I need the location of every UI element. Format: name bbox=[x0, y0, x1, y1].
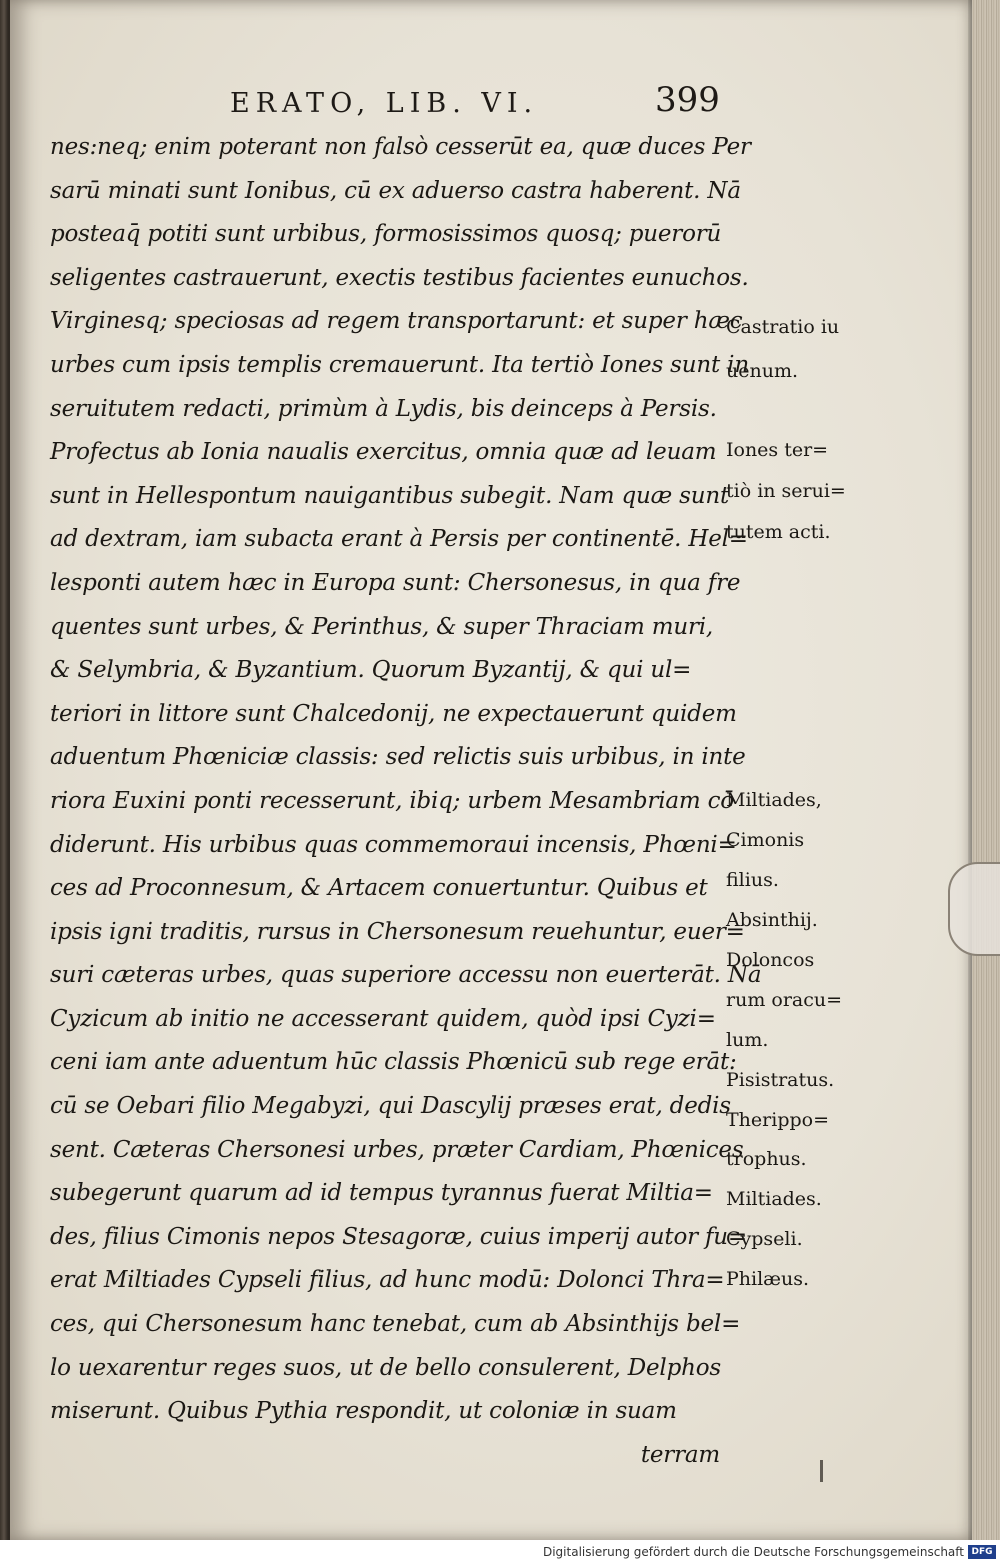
margin-note: lum. bbox=[726, 1029, 769, 1051]
text-line: urbes cum ipsis templis cremauerunt. Ita tertiò Iones sunt in bbox=[50, 351, 749, 378]
text-line: cū se Oebari filio Megabyzi, qui Dascylij præses erat, dedis bbox=[50, 1093, 731, 1120]
text-line: ces, qui Chersonesum hanc tenebat, cum ab Absinthijs bel= bbox=[50, 1311, 741, 1338]
digitization-credit: Digitalisierung gefördert durch die Deutsche Forschungsgemeinschaft bbox=[542, 1545, 964, 1559]
margin-note: Cimonis bbox=[726, 829, 805, 851]
margin-note: tiò in serui= bbox=[726, 480, 846, 502]
margin-note: Miltiades, bbox=[726, 789, 822, 811]
margin-note: Absinthij. bbox=[726, 909, 818, 931]
text-line: diderunt. His urbibus quas commemoraui incensis, Phœni= bbox=[50, 831, 737, 858]
text-line: lesponti autem hæc in Europa sunt: Chersonesus, in qua fre bbox=[50, 569, 741, 596]
text-line: Virginesq; speciosas ad regem transportarunt: et super hæc bbox=[50, 308, 743, 335]
text-line: posteaq̄ potiti sunt urbibus, formosissimos quosq; puerorū bbox=[50, 221, 722, 248]
text-line: teriori in littore sunt Chalcedonij, ne expectauerunt quidem bbox=[50, 700, 737, 727]
text-line: miserunt. Quibus Pythia respondit, ut coloniæ in suam bbox=[50, 1398, 677, 1425]
margin-note: Pisistratus. bbox=[726, 1069, 835, 1091]
text-line: ces ad Proconnesum, & Artacem conuertuntur. Quibus et bbox=[50, 875, 708, 902]
text-line: erat Miltiades Cypseli filius, ad hunc modū: Dolonci Thra= bbox=[50, 1267, 725, 1294]
ink-mark bbox=[820, 1460, 823, 1482]
catchword: terram bbox=[640, 1441, 720, 1468]
text-line: nes:neq; enim poterant non falsò cesserūt ea, quæ duces Per bbox=[50, 134, 751, 160]
margin-note: filius. bbox=[726, 869, 779, 891]
margin-note: tutem acti. bbox=[726, 521, 831, 543]
text-line: lo uexarentur reges suos, ut de bello consulerent, Delphos bbox=[50, 1354, 721, 1381]
margin-note: Iones ter= bbox=[726, 439, 829, 461]
text-line: & Selymbria, & Byzantium. Quorum Byzantij, & qui ul= bbox=[50, 657, 692, 684]
text-line: ceni iam ante aduentum hūc classis Phœnicū sub rege erāt: bbox=[50, 1049, 737, 1076]
margin-note: Castratio iu bbox=[726, 316, 840, 338]
text-line: sunt in Hellespontum nauigantibus subegit. Nam quæ sunt bbox=[50, 482, 730, 509]
text-line: subegerunt quarum ad id tempus tyrannus fuerat Miltia= bbox=[50, 1180, 713, 1207]
text-line: ad dextram, iam subacta erant à Persis per continentē. Hel= bbox=[50, 526, 748, 553]
text-line: sarū minati sunt Ionibus, cū ex aduerso castra haberent. Nā bbox=[50, 177, 741, 204]
margin-note: trophus. bbox=[726, 1148, 807, 1170]
margin-note: Miltiades. bbox=[726, 1188, 822, 1210]
margin-note: Cypseli. bbox=[726, 1228, 803, 1250]
text-line: Profectus ab Ionia naualis exercitus, omnia quæ ad leuam bbox=[50, 439, 717, 466]
text-line: Cyzicum ab initio ne accesserant quidem, quòd ipsi Cyzi= bbox=[50, 1005, 716, 1032]
margin-note: Philæus. bbox=[726, 1268, 810, 1290]
text-line: riora Euxini ponti recesserunt, ibiq; urbem Mesambriam cō bbox=[50, 787, 734, 814]
margin-note: Doloncos bbox=[726, 949, 815, 971]
text-line: des, filius Cimonis nepos Stesagoræ, cuius imperij autor fu= bbox=[50, 1223, 747, 1250]
page-fore-edge bbox=[972, 0, 1000, 1540]
text-line: seruitutem redacti, primùm à Lydis, bis deinceps à Persis. bbox=[50, 395, 717, 422]
page-number: 399 bbox=[655, 80, 720, 120]
page-clip-marker bbox=[948, 862, 1000, 956]
text-line: aduentum Phœniciæ classis: sed relictis suis urbibus, in inte bbox=[50, 744, 746, 771]
margin-note: Therippo= bbox=[726, 1109, 829, 1131]
text-line: suri cæteras urbes, quas superiore accessu non euerterāt. Nā bbox=[50, 962, 762, 989]
dfg-logo: DFG bbox=[968, 1545, 996, 1559]
text-line: seligentes castrauerunt, exectis testibus facientes eunuchos. bbox=[50, 264, 749, 291]
margin-note: rum oracu= bbox=[726, 989, 843, 1011]
text-line: ipsis igni traditis, rursus in Chersonesum reuehuntur, euer= bbox=[50, 918, 745, 945]
text-line: sent. Cæteras Chersonesi urbes, præter Cardiam, Phœnices bbox=[50, 1136, 744, 1163]
text-line: quentes sunt urbes, & Perinthus, & super Thraciam muri, bbox=[50, 613, 714, 640]
running-head: ERATO, LIB. VI. bbox=[230, 88, 539, 119]
margin-note: uenum. bbox=[726, 360, 799, 382]
